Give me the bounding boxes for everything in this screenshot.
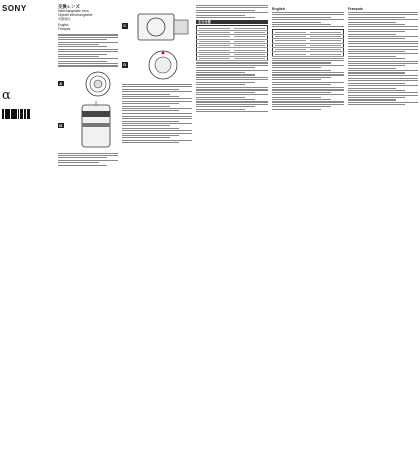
english-section-title: English (272, 7, 285, 11)
figure-b (58, 101, 118, 151)
figure-a (58, 69, 118, 99)
figure-label: B (59, 122, 63, 128)
alpha-logo: α (2, 88, 11, 103)
column-english (272, 4, 344, 472)
figure-c (122, 6, 192, 46)
spec-heading: 主な仕様 (196, 20, 268, 24)
table-row (273, 52, 344, 56)
camera-body-illustration (134, 6, 192, 46)
text-placeholder (348, 46, 418, 76)
column-cover (2, 4, 54, 472)
text-placeholder (196, 5, 268, 18)
column-figures (122, 4, 192, 472)
text-placeholder (272, 12, 344, 27)
title-japanese: 交換レンズ (58, 4, 80, 9)
language-french: Français (58, 27, 71, 32)
column-specifications (196, 4, 268, 472)
text-placeholder (122, 116, 192, 143)
spec-table-english (272, 29, 344, 56)
title-english: Interchangeable Lens (58, 9, 89, 14)
text-placeholder (348, 12, 418, 44)
figure-d (122, 48, 192, 82)
text-placeholder (196, 62, 268, 85)
figure-label: A (59, 80, 63, 86)
figure-label: D (123, 62, 127, 68)
text-placeholder (122, 84, 192, 114)
text-placeholder (272, 58, 344, 85)
table-row (197, 57, 268, 61)
french-section-title: Français (348, 7, 363, 11)
mount-illustration (134, 48, 192, 82)
text-placeholder (196, 87, 268, 112)
text-placeholder (272, 87, 344, 110)
text-placeholder (348, 78, 418, 105)
column-intro (58, 4, 118, 472)
lens-illustration (74, 101, 118, 151)
column-french (348, 4, 418, 472)
barcode (2, 109, 54, 119)
sony-logo: SONY (2, 4, 27, 13)
title-french: Objectif interchangeable (58, 13, 93, 18)
figure-label: C (123, 23, 127, 29)
language-english: English (58, 23, 69, 28)
text-placeholder (58, 153, 118, 166)
title-chinese: 可换镜头 (58, 17, 71, 22)
lens-cap-illustration (78, 69, 118, 99)
spec-table (196, 25, 268, 61)
text-placeholder (58, 34, 118, 66)
